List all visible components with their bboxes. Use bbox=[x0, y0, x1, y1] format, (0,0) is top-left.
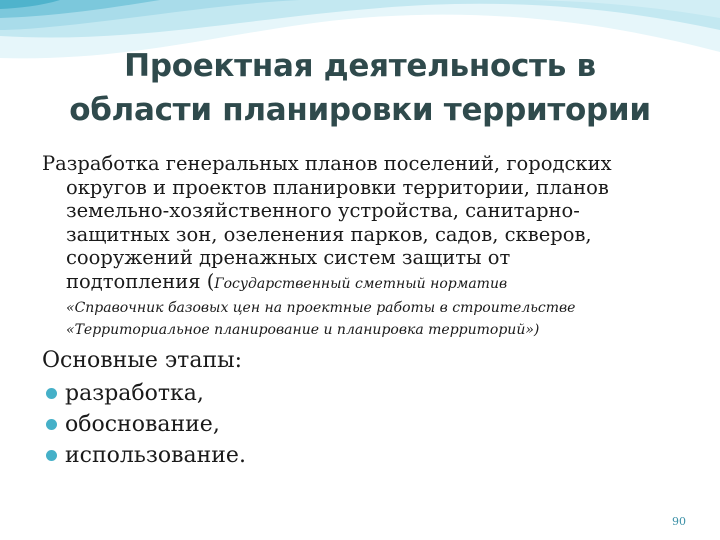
source-note-line-1: «Справочник базовых цен на проектные работы в строительстве bbox=[66, 300, 576, 316]
paragraph-line: Разработка генеральных планов поселений, городских bbox=[42, 152, 612, 175]
bullet-icon bbox=[46, 419, 57, 430]
list-item-label: разработка, bbox=[65, 381, 204, 406]
source-note-line-2: «Территориальное планирование и планировка территорий») bbox=[66, 322, 540, 338]
slide-title bbox=[20, 44, 700, 132]
bullet-icon bbox=[46, 450, 57, 461]
paragraph-line: земельно-хозяйственного устройства, санитарно- bbox=[66, 199, 580, 222]
paragraph-line: защитных зон, озеленения парков, садов, скверов, bbox=[66, 222, 592, 246]
list-item-label: обоснование, bbox=[65, 412, 220, 437]
stages-list bbox=[42, 378, 702, 471]
list-item bbox=[42, 409, 702, 440]
bullet-icon bbox=[46, 388, 57, 399]
page-number: 90 bbox=[672, 515, 686, 528]
slide-body bbox=[42, 152, 702, 471]
source-reference: Государственный сметный норматив bbox=[214, 275, 508, 292]
paragraph-line: сооружений дренажных систем защиты от bbox=[66, 246, 511, 269]
description-paragraph bbox=[42, 152, 702, 296]
title-line-2: области планировки территории bbox=[69, 92, 651, 128]
list-item-label: использование. bbox=[65, 443, 246, 468]
title-line-1: Проектная деятельность в bbox=[124, 48, 596, 84]
stages-heading: Основные этапы: bbox=[42, 348, 243, 373]
paragraph-line: округов и проектов планировки территории, планов bbox=[66, 175, 609, 199]
paragraph-line-last bbox=[42, 270, 702, 297]
list-item bbox=[42, 378, 702, 409]
list-item bbox=[42, 440, 702, 471]
paragraph-text: подтопления ( bbox=[66, 269, 215, 293]
